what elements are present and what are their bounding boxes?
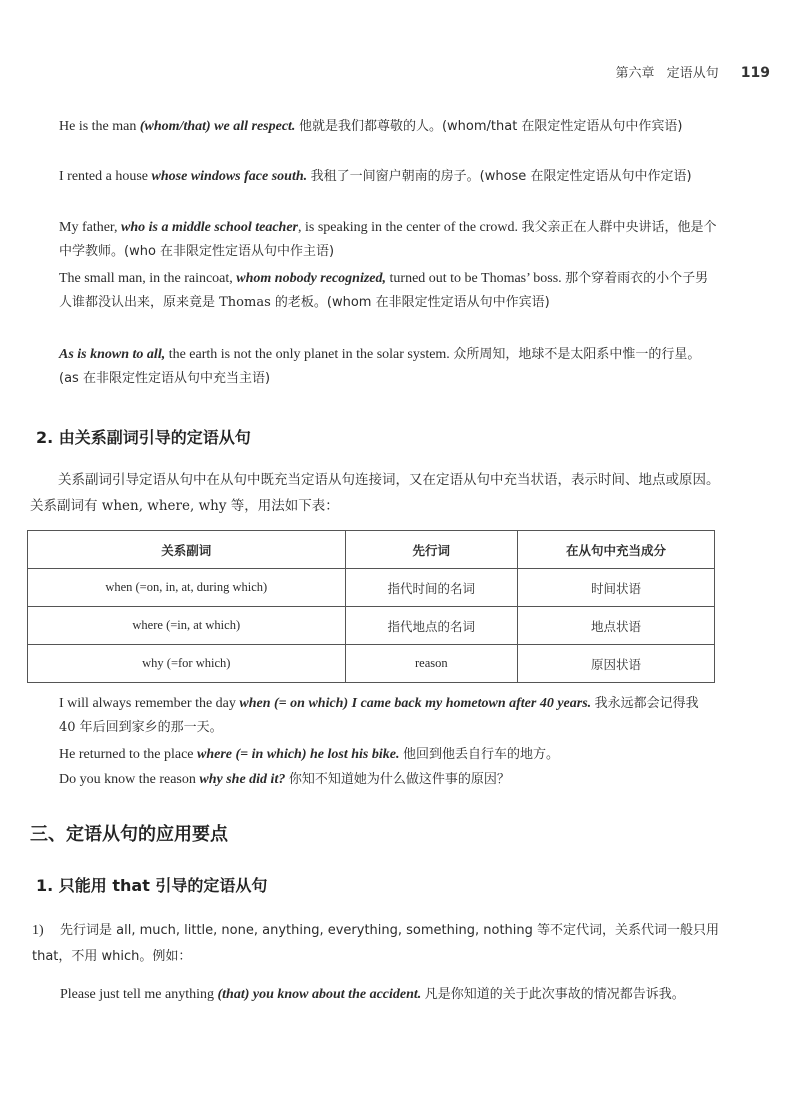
rule-marker: 1) <box>32 923 44 938</box>
rule-item <box>32 918 722 970</box>
table-cell: when (=on, in, at, during which) <box>28 569 346 607</box>
chapter-section-heading: 三、定语从句的应用要点 <box>30 824 228 845</box>
table-cell: why (=for which) <box>28 645 346 683</box>
table-row <box>28 645 715 683</box>
example-sentence: I rented a house whose windows face south. 我租了一间窗户朝南的房子。(whose 在限定性定语从句中作定语) <box>59 169 692 184</box>
example-sentence: As is known to all, the earth is not the only planet in the solar system. 众所周知，地球不是太阳系中惟一的行星。(as 在非限定性定语从句中充当主语) <box>59 347 701 386</box>
table-cell: 地点状语 <box>518 607 715 645</box>
relative-adverb-table <box>27 530 715 683</box>
table-header-row <box>28 531 715 569</box>
example-sentence: I will always remember the day when (= on which) I came back my hometown after 40 years. 我永远都会记得我 40 年后回到家乡的那一天。 <box>59 696 699 735</box>
table-row <box>28 607 715 645</box>
table-cell: 指代地点的名词 <box>345 607 518 645</box>
chapter-title: 定语从句 <box>666 66 719 81</box>
example-sentence: He returned to the place where (= in which) he lost his bike. 他回到他丢自行车的地方。 <box>59 747 559 762</box>
running-header <box>615 62 770 84</box>
table-cell: 原因状语 <box>518 645 715 683</box>
table-cell: 指代时间的名词 <box>345 569 518 607</box>
example-sentence: The small man, in the raincoat, whom nobody recognized, turned out to be Thomas’ boss. 那个穿着雨衣的小个子男人谁都没认出来，原来竟是 Thomas 的老板。(whom 在非限定性定语从句中作宾语) <box>59 271 709 310</box>
table-cell: 时间状语 <box>518 569 715 607</box>
section-heading: 2. 由关系副词引导的定语从句 <box>36 428 251 447</box>
example-sentence: My father, who is a middle school teacher, is speaking in the center of the crowd. 我父亲正在人群中央讲话，他是个中学教师。(who 在非限定性定语从句中作主语) <box>59 220 717 259</box>
subsection-heading: 1. 只能用 that 引导的定语从句 <box>36 876 268 895</box>
table-row <box>28 569 715 607</box>
rule-text: 先行词是 all, much, little, none, anything, everything, something, nothing 等不定代词，关系代词一般只用 that，不用 which。例如： <box>32 923 720 964</box>
table-header-cell: 关系副词 <box>28 531 346 569</box>
table-cell: where (=in, at which) <box>28 607 346 645</box>
example-sentence: He is the man (whom/that) we all respect. 他就是我们都尊敬的人。(whom/that 在限定性定语从句中作宾语) <box>59 119 683 134</box>
section-intro: 关系副词引导定语从句中在从句中既充当定语从句连接词，又在定语从句中充当状语，表示时间、地点或原因。关系副词有 when, where, why 等，用法如下表： <box>30 472 720 514</box>
chapter-label: 第六章 <box>615 66 655 81</box>
example-sentence: Please just tell me anything (that) you know about the accident. 凡是你知道的关于此次事故的情况都告诉我。 <box>60 987 685 1002</box>
example-sentence: Do you know the reason why she did it? 你知不知道她为什么做这件事的原因？ <box>59 772 510 787</box>
table-header-cell: 在从句中充当成分 <box>518 531 715 569</box>
page-number: 119 <box>740 65 770 81</box>
table-header-cell: 先行词 <box>345 531 518 569</box>
table-cell: reason <box>345 645 518 683</box>
